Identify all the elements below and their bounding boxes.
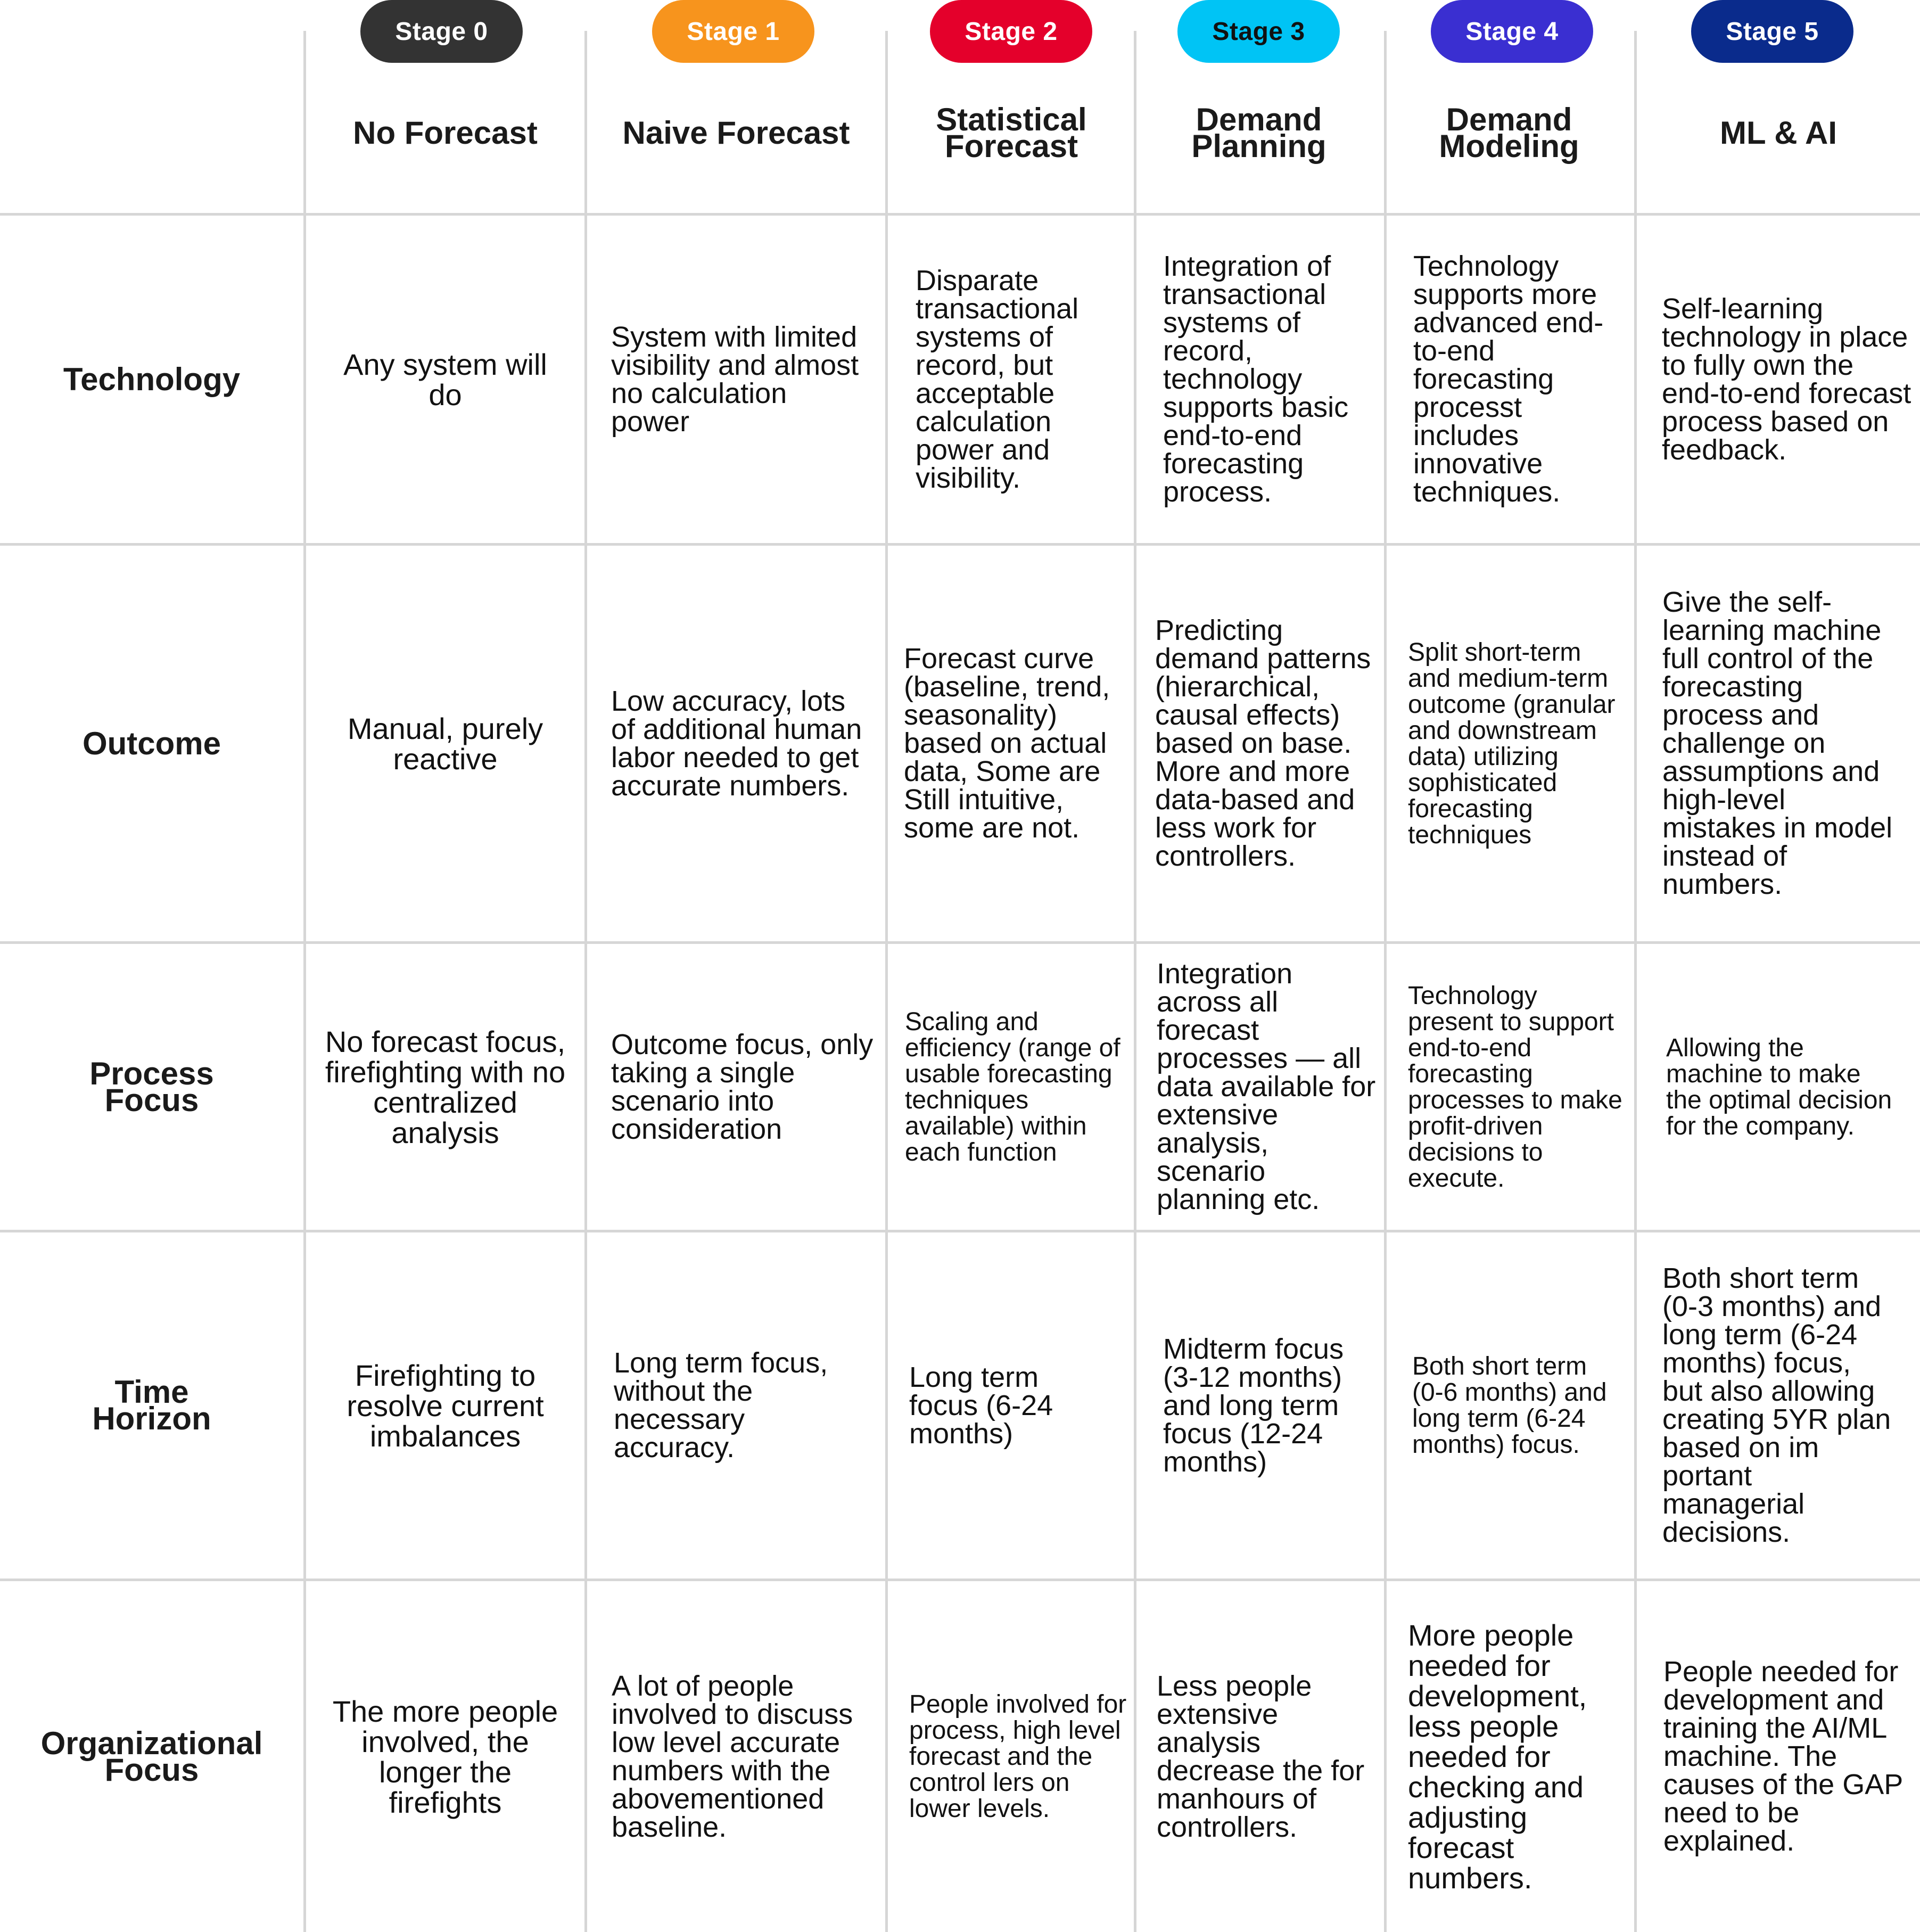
cell-text: Forecast curve (baseline, trend, seasonality) based on actual data, Some are Still intuitive, some are not.: [904, 643, 1110, 844]
row-title-cell: [0, 1581, 303, 1932]
cell-text: Low accuracy, lots of additional human labor needed to get accurate numbers.: [611, 685, 862, 802]
stage-badge: Stage 3: [1177, 0, 1340, 63]
stage-title-cell: [587, 80, 885, 186]
table-cell: [1637, 216, 1920, 543]
stage-title-cell: [1637, 80, 1920, 186]
stage-title-cell: [905, 80, 1118, 186]
stage-badge: Stage 0: [360, 0, 523, 63]
cell-text: People needed for development and training the AI/ML machine. The causes of the GAP need to be explained.: [1663, 1656, 1903, 1857]
table-cell: [888, 1581, 1134, 1932]
stage-title: Demand Planning: [1191, 102, 1326, 164]
stage-badge: Stage 4: [1431, 0, 1593, 63]
stage-title: Naive Forecast: [622, 115, 850, 151]
table-cell: [888, 1232, 1134, 1579]
table-cell: [1136, 1232, 1384, 1579]
cell-text: Any system will do: [343, 347, 547, 412]
table-cell: [1637, 1232, 1920, 1579]
stage-title-cell: [1152, 80, 1365, 186]
cell-text: Long term focus, without the necessary accuracy.: [614, 1347, 828, 1464]
table-cell: [587, 1581, 885, 1932]
table-cell: [1387, 1232, 1634, 1579]
row-title: Organizational Focus: [40, 1725, 263, 1788]
stage-title-cell: [1403, 80, 1616, 186]
stage-badge: Stage 5: [1691, 0, 1853, 63]
table-cell: [1136, 1581, 1384, 1932]
table-cell: [1637, 944, 1920, 1230]
table-cell: [1637, 546, 1920, 941]
row-title: Outcome: [82, 725, 221, 761]
cell-text: System with limited visibility and almost no calculation power: [611, 320, 859, 438]
cell-text: Midterm focus (3-12 months) and long term focus (12-24 months): [1163, 1333, 1344, 1478]
stage-title-cell: [306, 80, 584, 186]
table-cell: [888, 216, 1134, 543]
cell-text: Predicting demand patterns (hierarchical, causal effects) based on base. More and more data-based and less work for controllers.: [1155, 614, 1371, 872]
cell-text: Scaling and efficiency (range of usable forecasting techniques available) within each function: [905, 1007, 1120, 1166]
table-cell: [888, 546, 1134, 941]
cell-text: Disparate transactional systems of record, but acceptable calculation power and visibility.: [916, 264, 1079, 494]
stage-title: No Forecast: [353, 115, 538, 151]
table-cell: [888, 944, 1134, 1230]
cell-text: Less people extensive analysis decrease the for manhours of controllers.: [1157, 1670, 1365, 1843]
stage-title: ML & AI: [1720, 115, 1837, 151]
cell-text: No forecast focus, firefighting with no centralized analysis: [325, 1024, 566, 1149]
table-cell: [306, 1581, 584, 1932]
table-cell: [1637, 1581, 1920, 1932]
table-cell: [306, 1232, 584, 1579]
table-cell: [1136, 944, 1384, 1230]
row-title: Process Focus: [89, 1055, 214, 1118]
table-cell: [306, 944, 584, 1230]
table-cell: [1136, 216, 1384, 543]
stage-badge: Stage 1: [652, 0, 814, 63]
cell-text: Outcome focus, only taking a single scenario into consideration: [611, 1028, 874, 1145]
table-cell: [306, 216, 584, 543]
cell-text: Both short term (0-3 months) and long term (6-24 months) focus, but also allowing creating 5YR plan based on im portant managerial decisions.: [1662, 1262, 1891, 1548]
row-title: Time Horizon: [92, 1374, 211, 1436]
table-cell: [1387, 216, 1634, 543]
table-cell: [1136, 546, 1384, 941]
cell-text: Both short term (0-6 months) and long term (6-24 months) focus.: [1412, 1352, 1607, 1459]
row-title-cell: [0, 1232, 303, 1579]
row-title-cell: [0, 944, 303, 1230]
cell-text: Integration of transactional systems of record, technology supports basic end-to-end forecasting process.: [1163, 250, 1349, 508]
stage-title: Statistical Forecast: [936, 102, 1087, 164]
row-title-cell: [0, 546, 303, 941]
cell-text: Give the self-learning machine full control of the forecasting process and challenge on assumptions and high-level mistakes in model instead of numbers.: [1662, 586, 1893, 900]
cell-text: Split short-term and medium-term outcome (granular and downstream data) utilizing sophisticated forecasting techniques: [1408, 638, 1616, 849]
cell-text: Allowing the machine to make the optimal decision for the company.: [1666, 1033, 1892, 1140]
stage-badge: Stage 2: [930, 0, 1092, 63]
cell-text: Integration across all forecast processes — all data available for extensive analysis, scenario planning etc.: [1157, 958, 1376, 1215]
table-cell: [587, 216, 885, 543]
cell-text: People involved for process, high level forecast and the control lers on lower levels.: [909, 1690, 1127, 1823]
cell-text: Technology supports more advanced end-to-end forecasting processt includes innovative techniques.: [1413, 250, 1604, 508]
cell-text: Firefighting to resolve current imbalances: [347, 1358, 544, 1453]
table-cell: [1387, 1581, 1634, 1932]
table-cell: [306, 546, 584, 941]
row-title: Technology: [63, 361, 241, 397]
row-title-cell: [0, 216, 303, 543]
cell-text: Long term focus (6-24 months): [909, 1361, 1053, 1450]
table-cell: [587, 944, 885, 1230]
cell-text: Self-learning technology in place to fully own the end-to-end forecast process based on feedback.: [1662, 292, 1911, 466]
stage-title: Demand Modeling: [1439, 102, 1579, 164]
table-cell: [1387, 546, 1634, 941]
table-cell: [1387, 944, 1634, 1230]
cell-text: A lot of people involved to discuss low level accurate numbers with the abovementioned baseline.: [612, 1670, 853, 1843]
table-cell: [587, 546, 885, 941]
cell-text: More people needed for development, less people needed for checking and adjusting forecast numbers.: [1408, 1618, 1587, 1895]
table-cell: [587, 1232, 885, 1579]
cell-text: The more people involved, the longer the firefights: [332, 1694, 558, 1819]
cell-text: Manual, purely reactive: [347, 711, 543, 776]
cell-text: Technology present to support end-to-end forecasting processes to make profit-driven decisions to execute.: [1408, 981, 1622, 1193]
